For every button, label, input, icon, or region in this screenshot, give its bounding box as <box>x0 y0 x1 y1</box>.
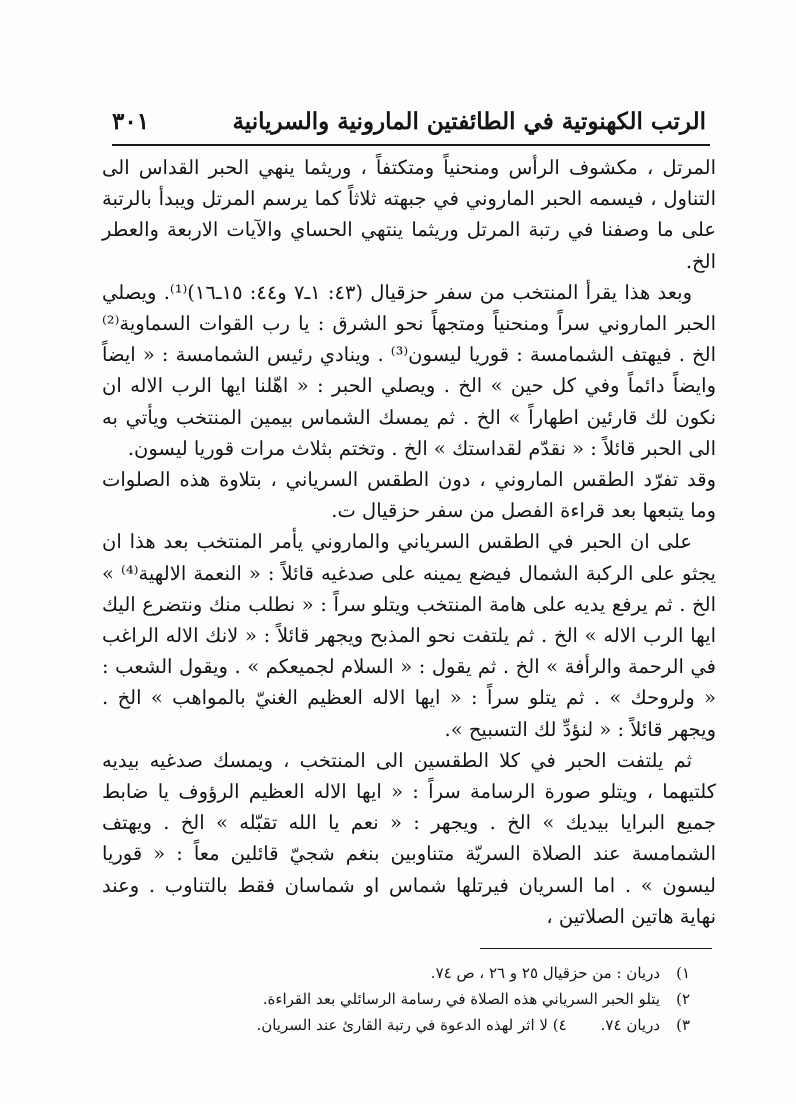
footnote-number: ١) <box>676 964 690 982</box>
footnote-number: ٢) <box>676 990 690 1008</box>
paragraph: وقد تفرّد الطقس الماروني ، دون الطقس السرياني ، بتلاوة هذه الصلوات وما يتبعها بعد قراءة الفصل من سفر حزقيال ت. <box>102 468 716 523</box>
paragraph: المرتل ، مكشوف الرأس ومنحنياً ومتكتفاً ، وريثما ينهي الحبر القداس الى التناول ، فيسمه الحبر الماروني في جبهته ثلاثاً كما يرسم المرتل ويبدأ بالرتبة على ما وصفنا في رتبة المرتل وريثما ينتهي الحساي والآيات الاربعة والعطر الخ. <box>102 156 716 273</box>
paragraph: على ان الحبر في الطقس السرياني والماروني يأمر المنتخب بعد هذا ان يجثو على الركبة الشمال فيضع يمينه على صدغيه قائلاً : « النعمة الالهية⁽⁴⁾ » الخ . ثم يرفع يديه على هامة المنتخب ويتلو سراً : « نطلب منك ونتضرع اليك ايها الرب الاله » الخ . ثم يلتفت نحو المذبح ويجهر قائلاً : « لانك الاله الراغب في الرحمة والرأفة » الخ . ثم يقول : « السلام لجميعكم » . ويقول الشعب : « ولروحك » . ثم يتلو سراً : « ايها الاله العظيم الغنيّ بالمواهب » الخ . ويجهر قائلاً : « لنؤدِّ لك التسبيح ». <box>102 530 716 741</box>
footnote-rule <box>480 948 712 949</box>
footnotes <box>150 960 690 1038</box>
footnote <box>150 960 690 986</box>
footnote-number: ٣) <box>676 1016 690 1034</box>
footnote <box>150 1012 690 1038</box>
paragraph: ثم يلتفت الحبر في كلا الطقسين الى المنتخب ، ويمسك صدغيه بيديه كلتيهما ، ويتلو صورة الرسامة سراً : « ايها الاله العظيم الرؤوف يا ضابط جميع البرايا بيديك » الخ . ويجهر : « نعم يا الله تقبّله » الخ . ويهتف الشمامسة عند الصلاة السريّة متناوبين بنغم شجيّ قائلين معاً : « قوريا ليسون » . اما السريان فيرتلها شماس او شماسان فقط بالتناوب . وعند نهاية هاتين الصلاتين ، <box>102 748 716 928</box>
running-header <box>112 108 706 142</box>
footnote <box>150 986 690 1012</box>
paragraph: وبعد هذا يقرأ المنتخب من سفر حزقيال (٤٣: ١ـ٧ و٤٤: ١٥ـ١٦)⁽¹⁾. ويصلي الحبر الماروني سراً ومنحنياً ومتجهاً نحو الشرق : يا رب القوات السماوية⁽²⁾ الخ . فيهتف الشمامسة : قوريا ليسون⁽³⁾ . وينادي رئيس الشمامسة : « ايضاً وايضاً دائماً وفي كل حين » الخ . ويصلي الحبر : « اهّلنا ايها الرب الاله ان نكون لك قارئين اطهاراً » الخ . ثم يمسك الشماس بيمين المنتخب ويأتي به الى الحبر قائلاً : « نقدّم لقداستك » الخ . وتختم بثلاث مرات قوريا ليسون. <box>102 280 716 460</box>
main-text <box>102 152 716 932</box>
footnote-text: دريان ٧٤. <box>600 1016 660 1034</box>
footnote-text: دريان : من حزقيال ٢٥ و ٢٦ ، ص ٧٤. <box>430 964 660 982</box>
footnote-text: ٤) لا اثر لهذه الدعوة في رتبة القارئ عند السريان. <box>256 1016 567 1034</box>
footnote-text: يتلو الحبر السرياني هذه الصلاة في رسامة الرسائلي بعد القراءة. <box>262 990 660 1008</box>
running-title: الرتب الكهنوتية في الطائفتين المارونية والسريانية <box>232 108 706 135</box>
header-rule <box>112 144 710 146</box>
page-number: ٣٠١ <box>112 108 150 135</box>
